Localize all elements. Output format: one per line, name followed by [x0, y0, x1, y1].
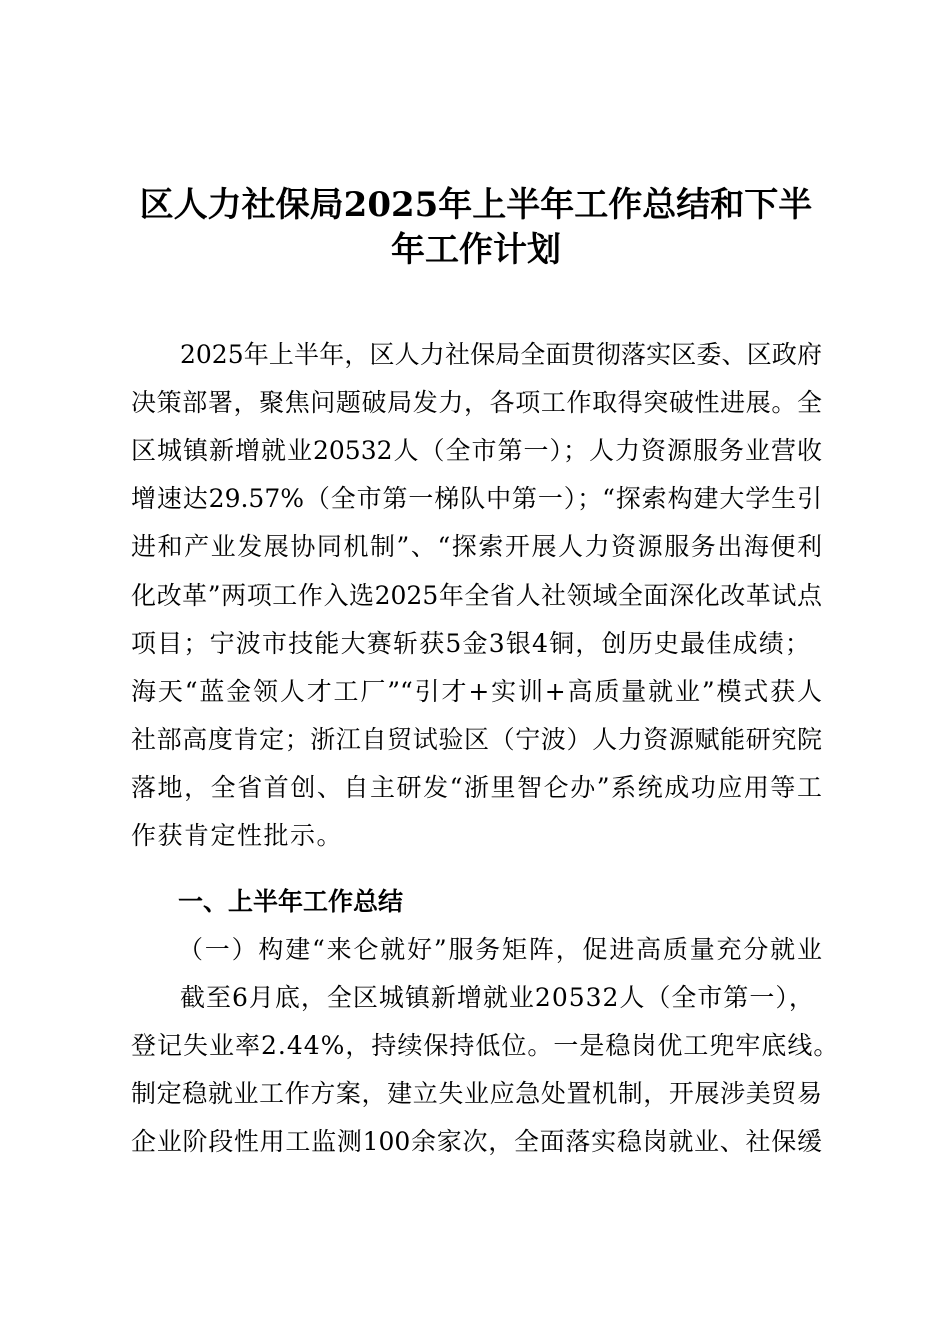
- section-heading: 一、上半年工作总结: [178, 887, 404, 916]
- text-line: 截至6月底，全区城镇新增就业20532人（全市第一），: [180, 983, 815, 1012]
- text-line: 2025年上半年，区人力社保局全面贯彻落实区委、区政府: [180, 340, 822, 369]
- text-line: 作获肯定性批示。: [131, 821, 344, 850]
- text-line: 区城镇新增就业20532人（全市第一）；人力资源服务业营收: [131, 436, 822, 465]
- text-line: 进和产业发展协同机制”、“探索开展人力资源服务出海便利: [131, 532, 822, 561]
- title-line: 区人力社保局2025年上半年工作总结和下半: [139, 185, 813, 225]
- text-line: 登记失业率2.44%，持续保持低位。一是稳岗优工兜牢底线。: [131, 1031, 840, 1060]
- title-line: 年工作计划: [391, 230, 561, 270]
- text-line: 落地，全省首创、自主研发“浙里智仑办”系统成功应用等工: [131, 773, 822, 802]
- text-line: 企业阶段性用工监测100余家次，全面落实稳岗就业、社保缓: [131, 1127, 822, 1156]
- text-line: 海天“蓝金领人才工厂”“引才+实训+高质量就业”模式获人: [131, 677, 822, 706]
- text-line: 社部高度肯定；浙江自贸试验区（宁波）人力资源赋能研究院: [131, 725, 822, 754]
- subsection-heading: （一）构建“来仑就好”服务矩阵，促进高质量充分就业: [178, 935, 822, 964]
- text-line: 项目；宁波市技能大赛斩获5金3银4铜，创历史最佳成绩；: [131, 629, 812, 658]
- text-line: 化改革”两项工作入选2025年全省人社领域全面深化改革试点: [131, 581, 822, 610]
- text-line: 决策部署，聚焦问题破局发力，各项工作取得突破性进展。全: [131, 388, 822, 417]
- text-line: 增速达29.57%（全市第一梯队中第一）；“探索构建大学生引: [131, 484, 822, 513]
- text-line: 制定稳就业工作方案，建立失业应急处置机制，开展涉美贸易: [131, 1079, 822, 1108]
